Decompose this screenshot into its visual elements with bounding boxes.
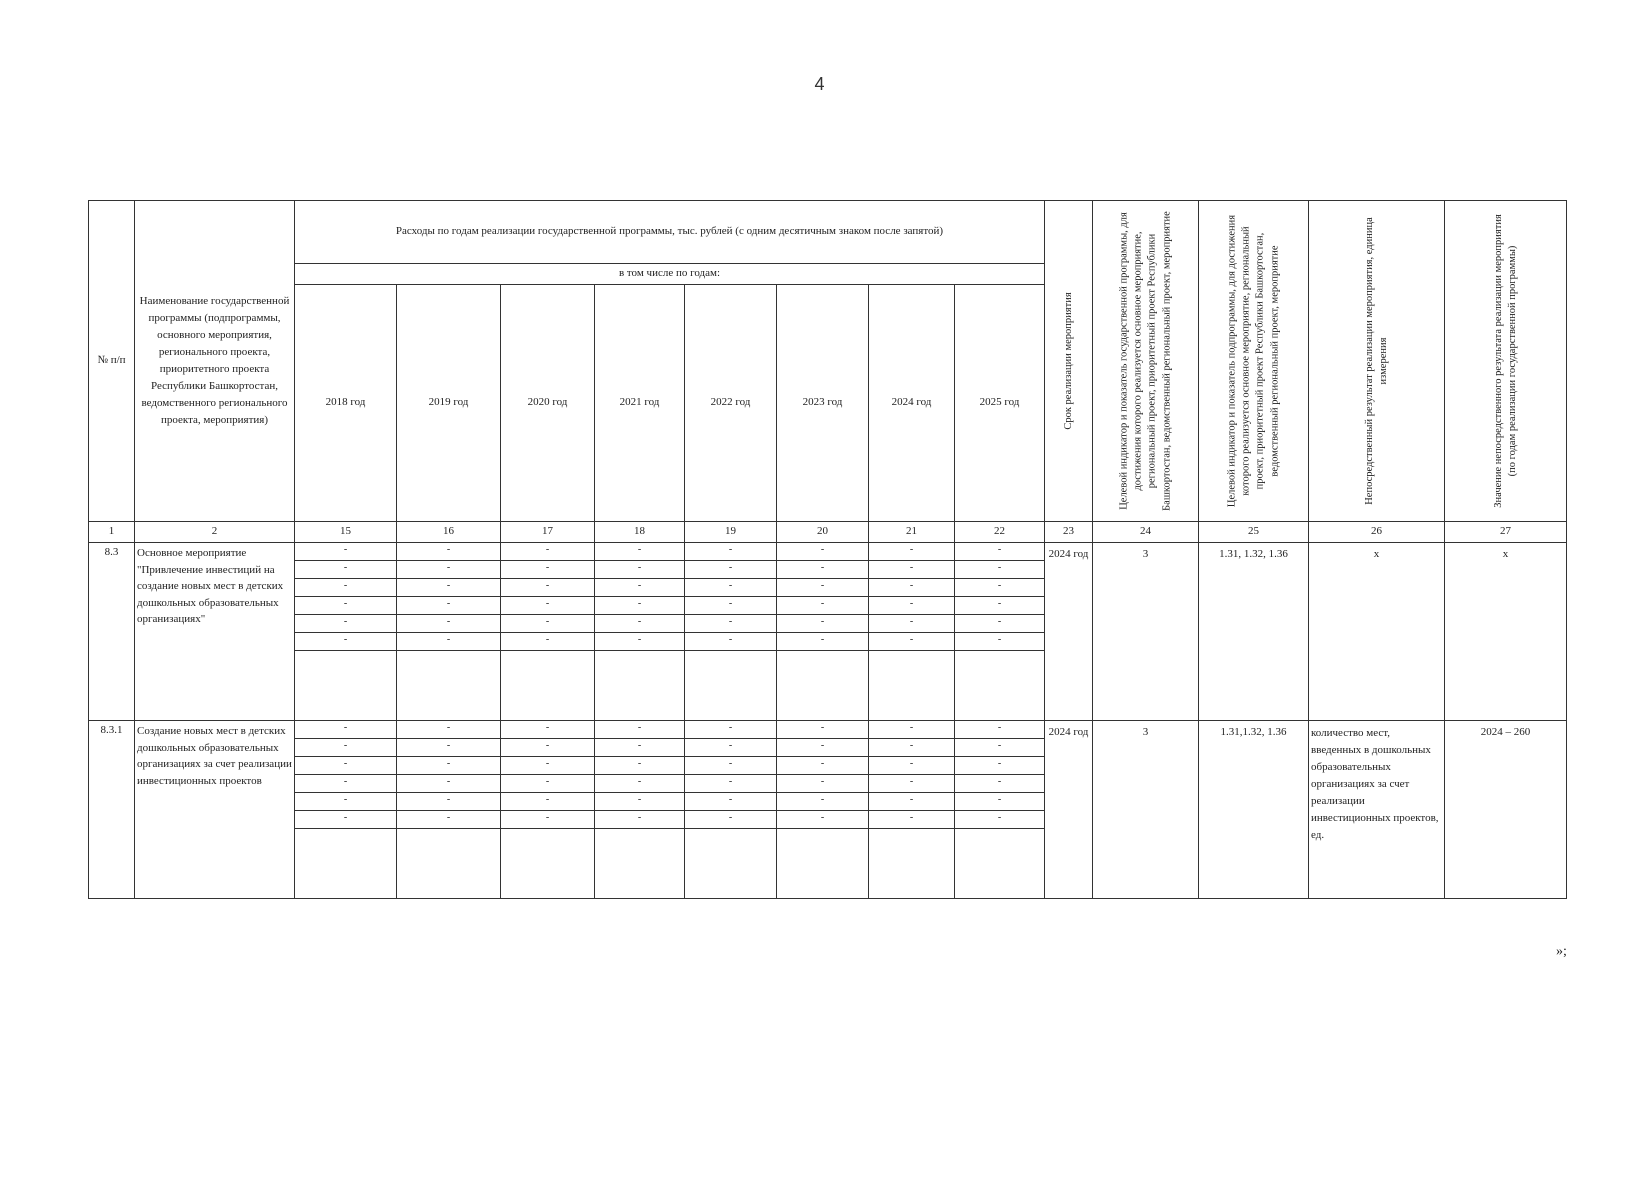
empty-value-dash: - (397, 739, 500, 757)
table-row (89, 721, 1567, 899)
empty-value-dash: - (955, 615, 1044, 633)
result-value-cell: 2024 – 260 (1445, 721, 1567, 899)
result-cell: количество мест, введенных в дошкольных образовательных организациях за счет реализации инвестиционных проектов, ед. (1309, 721, 1445, 899)
table-row (89, 543, 1567, 721)
empty-value-dash: - (295, 597, 396, 615)
header-col-result-value: Значение непосредственного результата реализации мероприятия (по годам реализации государственной программы) (1445, 201, 1567, 522)
empty-value-dash: - (295, 721, 396, 739)
empty-value-dash: - (397, 615, 500, 633)
year-header: 2022 год (685, 285, 777, 522)
empty-value-dash: - (295, 793, 396, 811)
empty-value-dash: - (501, 633, 594, 651)
empty-value-dash: - (295, 775, 396, 793)
empty-value-dash: - (869, 739, 954, 757)
year-cell (397, 721, 501, 899)
empty-value-dash: - (595, 561, 684, 579)
empty-value-dash: - (595, 721, 684, 739)
empty-value-dash: - (777, 543, 868, 561)
header-by-years: в том числе по годам: (295, 264, 1045, 285)
empty-value-dash: - (869, 597, 954, 615)
empty-value-dash: - (685, 615, 776, 633)
column-number: 19 (685, 522, 777, 543)
empty-value-dash: - (295, 633, 396, 651)
year-cell (777, 721, 869, 899)
year-cell (397, 543, 501, 721)
empty-value-dash: - (501, 811, 594, 829)
column-number: 15 (295, 522, 397, 543)
empty-value-dash: - (397, 757, 500, 775)
empty-value-dash: - (397, 561, 500, 579)
empty-value-dash: - (869, 757, 954, 775)
empty-value-dash: - (501, 721, 594, 739)
empty-value-dash: - (777, 633, 868, 651)
column-number: 23 (1045, 522, 1093, 543)
empty-value-dash: - (777, 739, 868, 757)
empty-value-dash: - (777, 579, 868, 597)
empty-value-dash: - (295, 579, 396, 597)
empty-value-dash: - (955, 811, 1044, 829)
year-cell (869, 543, 955, 721)
empty-value-dash: - (869, 793, 954, 811)
empty-value-dash: - (869, 543, 954, 561)
empty-value-dash: - (869, 615, 954, 633)
column-number: 20 (777, 522, 869, 543)
empty-value-dash: - (955, 721, 1044, 739)
empty-value-dash: - (777, 561, 868, 579)
empty-value-dash: - (397, 721, 500, 739)
empty-value-dash: - (869, 579, 954, 597)
deadline-cell: 2024 год (1045, 721, 1093, 899)
row-name: Основное мероприятие "Привлечение инвестиций на создание новых мест в детских дошкольных образовательных организациях" (135, 543, 295, 721)
empty-value-dash: - (295, 615, 396, 633)
empty-value-dash: - (777, 757, 868, 775)
empty-value-dash: - (501, 561, 594, 579)
empty-value-dash: - (397, 811, 500, 829)
year-cell (295, 721, 397, 899)
column-number: 25 (1199, 522, 1309, 543)
empty-value-dash: - (595, 739, 684, 757)
header-col-sub-indicator: Целевой индикатор и показатель подпрограммы, для достижения которого реализуется основное мероприятие, региональный проект, приоритетный проект Республики Башкортостан, ведомственный региональный проект, мероприятие (1199, 201, 1309, 522)
empty-value-dash: - (685, 775, 776, 793)
closing-mark: »; (1556, 944, 1567, 959)
target-indicator-cell: 3 (1093, 721, 1199, 899)
empty-value-dash: - (869, 561, 954, 579)
empty-value-dash: - (955, 757, 1044, 775)
empty-value-dash: - (595, 633, 684, 651)
year-cell (685, 721, 777, 899)
column-number: 1 (89, 522, 135, 543)
empty-value-dash: - (685, 757, 776, 775)
result-cell: x (1309, 543, 1445, 721)
empty-value-dash: - (295, 757, 396, 775)
column-number: 27 (1445, 522, 1567, 543)
column-number: 26 (1309, 522, 1445, 543)
empty-value-dash: - (955, 561, 1044, 579)
header-col-target-indicator: Целевой индикатор и показатель государственной программы, для достижения которого реализуется основное мероприятие, региональный проект, приоритетный проект Республики Башкортостан, ведомственный региональный проект, мероприятие (1093, 201, 1199, 522)
sub-indicator-cell: 1.31,1.32, 1.36 (1199, 721, 1309, 899)
empty-value-dash: - (685, 597, 776, 615)
empty-value-dash: - (501, 543, 594, 561)
empty-value-dash: - (685, 721, 776, 739)
empty-value-dash: - (397, 597, 500, 615)
expenses-table (88, 200, 1567, 899)
column-number: 17 (501, 522, 595, 543)
empty-value-dash: - (777, 775, 868, 793)
empty-value-dash: - (685, 579, 776, 597)
empty-value-dash: - (685, 793, 776, 811)
empty-value-dash: - (397, 579, 500, 597)
row-number: 8.3.1 (89, 721, 135, 899)
result-value-cell: x (1445, 543, 1567, 721)
empty-value-dash: - (397, 543, 500, 561)
empty-value-dash: - (955, 543, 1044, 561)
column-number: 2 (135, 522, 295, 543)
year-header: 2023 год (777, 285, 869, 522)
empty-value-dash: - (595, 579, 684, 597)
empty-value-dash: - (955, 793, 1044, 811)
empty-value-dash: - (295, 739, 396, 757)
year-header: 2019 год (397, 285, 501, 522)
year-cell (777, 543, 869, 721)
empty-value-dash: - (501, 579, 594, 597)
empty-value-dash: - (955, 579, 1044, 597)
row-name: Создание новых мест в детских дошкольных образовательных организациях за счет реализации инвестиционных проектов (135, 721, 295, 899)
empty-value-dash: - (295, 561, 396, 579)
row-number: 8.3 (89, 543, 135, 721)
year-header: 2018 год (295, 285, 397, 522)
empty-value-dash: - (869, 721, 954, 739)
year-cell (595, 721, 685, 899)
empty-value-dash: - (501, 615, 594, 633)
year-cell (955, 721, 1045, 899)
year-cell (869, 721, 955, 899)
empty-value-dash: - (685, 633, 776, 651)
empty-value-dash: - (685, 739, 776, 757)
deadline-cell: 2024 год (1045, 543, 1093, 721)
empty-value-dash: - (955, 597, 1044, 615)
header-col-deadline: Срок реализации мероприятия (1045, 201, 1093, 522)
year-cell (955, 543, 1045, 721)
column-number: 18 (595, 522, 685, 543)
header-col-no: № п/п (89, 201, 135, 522)
page-number: 4 (814, 74, 825, 94)
year-header: 2024 год (869, 285, 955, 522)
year-cell (685, 543, 777, 721)
empty-value-dash: - (777, 793, 868, 811)
year-header: 2021 год (595, 285, 685, 522)
sub-indicator-cell: 1.31, 1.32, 1.36 (1199, 543, 1309, 721)
year-cell (295, 543, 397, 721)
empty-value-dash: - (295, 811, 396, 829)
empty-value-dash: - (777, 721, 868, 739)
empty-value-dash: - (685, 811, 776, 829)
empty-value-dash: - (595, 757, 684, 775)
year-cell (501, 543, 595, 721)
header-row-1 (89, 201, 1567, 264)
empty-value-dash: - (595, 793, 684, 811)
empty-value-dash: - (777, 615, 868, 633)
year-header: 2020 год (501, 285, 595, 522)
empty-value-dash: - (595, 543, 684, 561)
year-cell (501, 721, 595, 899)
empty-value-dash: - (869, 775, 954, 793)
header-col-name: Наименование государственной программы (подпрограммы, основного мероприятия, регионального проекта, приоритетного проекта Республики Башкортостан, ведомственного регионального проекта, мероприятия) (135, 201, 295, 522)
column-number: 22 (955, 522, 1045, 543)
empty-value-dash: - (777, 597, 868, 615)
column-number-row (89, 522, 1567, 543)
empty-value-dash: - (295, 543, 396, 561)
empty-value-dash: - (777, 811, 868, 829)
empty-value-dash: - (869, 633, 954, 651)
empty-value-dash: - (955, 739, 1044, 757)
empty-value-dash: - (955, 775, 1044, 793)
header-expenses-title: Расходы по годам реализации государственной программы, тыс. рублей (с одним десятичным знаком после запятой) (295, 201, 1045, 264)
header-col-result: Непосредственный результат реализации мероприятия, единица измерения (1309, 201, 1445, 522)
empty-value-dash: - (397, 633, 500, 651)
column-number: 24 (1093, 522, 1199, 543)
empty-value-dash: - (595, 811, 684, 829)
empty-value-dash: - (501, 793, 594, 811)
empty-value-dash: - (869, 811, 954, 829)
empty-value-dash: - (595, 775, 684, 793)
empty-value-dash: - (501, 757, 594, 775)
empty-value-dash: - (397, 775, 500, 793)
year-header: 2025 год (955, 285, 1045, 522)
empty-value-dash: - (501, 739, 594, 757)
target-indicator-cell: 3 (1093, 543, 1199, 721)
empty-value-dash: - (595, 597, 684, 615)
empty-value-dash: - (685, 561, 776, 579)
empty-value-dash: - (501, 775, 594, 793)
empty-value-dash: - (397, 793, 500, 811)
empty-value-dash: - (595, 615, 684, 633)
empty-value-dash: - (685, 543, 776, 561)
column-number: 16 (397, 522, 501, 543)
empty-value-dash: - (501, 597, 594, 615)
empty-value-dash: - (955, 633, 1044, 651)
column-number: 21 (869, 522, 955, 543)
year-cell (595, 543, 685, 721)
